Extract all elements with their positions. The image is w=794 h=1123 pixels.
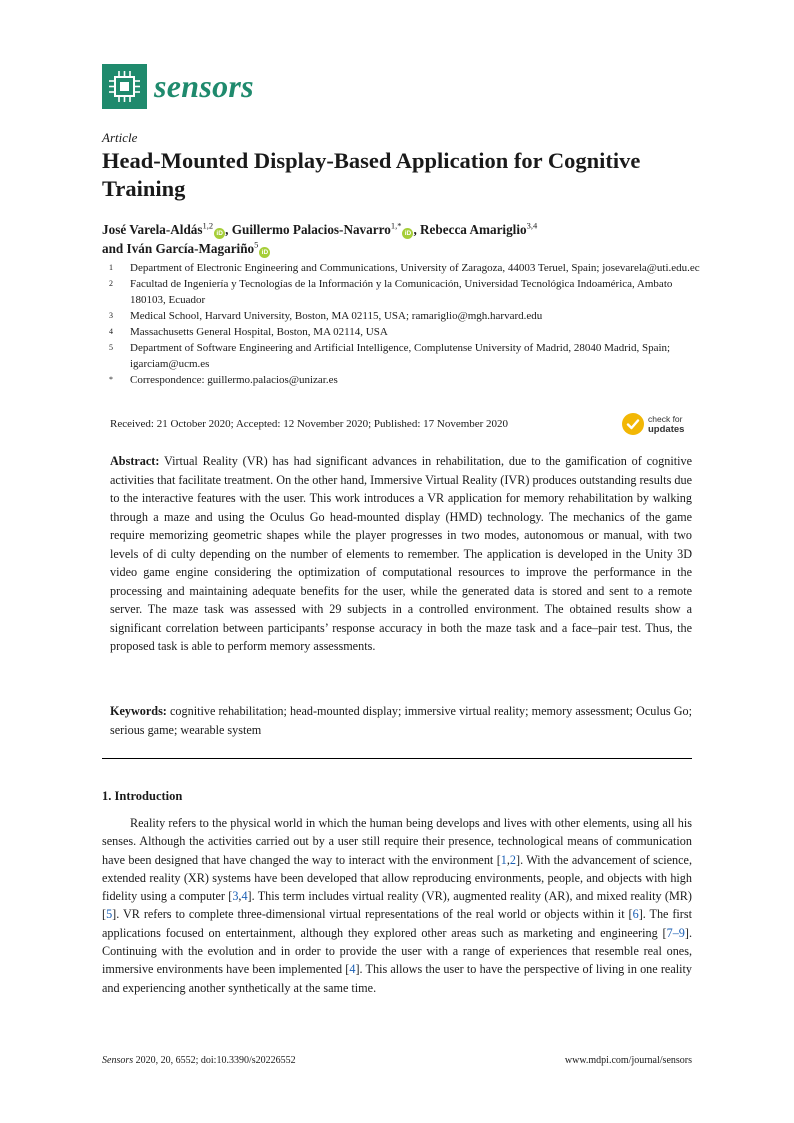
footer-url[interactable]: www.mdpi.com/journal/sensors (564, 1055, 692, 1066)
check-updates-line1: check for (648, 414, 683, 424)
citation-link[interactable]: 4 (241, 889, 248, 904)
affiliation-list (102, 260, 702, 388)
section-divider (102, 758, 692, 759)
orcid-icon[interactable]: iD (259, 247, 270, 258)
citation-link[interactable]: 9 (678, 925, 685, 940)
orcid-icon[interactable]: iD (214, 228, 225, 239)
correspondence-item (102, 372, 702, 388)
keywords-text: cognitive rehabilitation; head-mounted display; immersive virtual reality; memory assessment; Oculus Go; serious game; wearable system (110, 704, 692, 737)
citation-link[interactable]: 2 (509, 852, 517, 867)
keywords-label: Keywords: (110, 704, 167, 718)
citation-link[interactable]: 1 (500, 852, 507, 867)
author-affil-sup: 1,2 (202, 220, 214, 231)
affiliation-number: 1 (109, 263, 113, 272)
author-name: Guillermo Palacios-Navarro (231, 222, 391, 237)
affiliation-text: Massachusetts General Hospital, Boston, MA 02114, USA (130, 326, 388, 338)
affiliation-number: 5 (109, 343, 113, 352)
paragraph-text: ]. VR refers to complete three-dimensional virtual representations of the real world or objects within it [ (112, 907, 633, 922)
paper-title: Head-Mounted Display-Based Application for Cognitive Training (102, 148, 641, 201)
abstract-text: Virtual Reality (VR) has had significant advances in rehabilitation, due to the gamification of cognitive activities that facilitate treatment. On the other hand, Immersive Virtual Reality (IVR) produces outstanding results due to the interactive features with the user. This work introduces a VR application for memory rehabilitation by walking through a maze and using the Oculus Go head-mounted display (HMD) technology. The mechanics of the game require memorizing geometric shapes while the player progresses in two modes, autonomous or manual, with two levels of di culty depending on the number of elements to remember. The application is developed in the Unity 3D video game engine considering the optimization of computational resources to improve the performance in the processing and maintaining adequate benefits for the user, while the generated data is stored and sent to a remote server. The maze task was assessed with 29 subjects in a controlled environment. The obtained results show a significant correlation between participants’ response accuracy in both the maze task and a face–pair test. Thus, the proposed task is able to perform memory assessments. (110, 454, 693, 653)
citation-link[interactable]: 6 (632, 907, 639, 922)
journal-name: sensors (154, 68, 254, 104)
paragraph-text: ]. This term includes virtual reality (VR), augmented reality (AR), and mixed reality (MR) [ (102, 889, 692, 922)
affiliation-item (102, 340, 702, 372)
author-separator: , (225, 222, 232, 237)
abstract (110, 452, 692, 656)
introduction-paragraph (102, 814, 692, 997)
author-affil-sup: 5 (254, 239, 259, 250)
author-name: José Varela-Aldás (102, 222, 203, 237)
author-separator: , (413, 222, 421, 237)
affiliation-item (102, 276, 702, 308)
affiliation-number: * (109, 375, 113, 384)
affiliation-item (102, 324, 702, 340)
check-for-updates-badge[interactable] (622, 413, 692, 439)
citation-link[interactable]: 3 (232, 889, 239, 904)
paragraph-text: ]. With the advancement of science, extended reality (XR) systems have been developed that allow reproducing environments, people, and objects with high fidelity using a computer [ (102, 852, 692, 904)
journal-logo-icon (102, 64, 147, 109)
affiliation-text: Department of Electronic Engineering and Communications, University of Zaragoza, 44003 Teruel, Spain; josevarela@uti.edu.ec (130, 262, 700, 274)
affiliation-item (102, 308, 702, 324)
citation-link[interactable]: 4 (349, 962, 356, 977)
author-name: and Iván García-Magariño (102, 241, 255, 256)
author-affil-sup: 3,4 (526, 220, 538, 231)
author-list (102, 220, 702, 258)
footer-journal: Sensors (102, 1055, 134, 1066)
citation-link[interactable]: 5 (106, 907, 113, 922)
paragraph-text: ]. The first applications focused on entertainment, although they explored other areas such as marketing and engineering [ (102, 907, 692, 940)
affiliation-text: Facultad de Ingeniería y Tecnologías de la Información y la Comunicación, Universidad Tecnológica Indoamérica, Ambato 180103, Ecuador (130, 278, 673, 306)
publication-dates: Received: 21 October 2020; Accepted: 12 November 2020; Published: 17 November 2020 (110, 418, 509, 430)
citation-link[interactable]: 7 (666, 925, 673, 940)
check-updates-icon (622, 413, 644, 435)
affiliation-number: 3 (109, 311, 113, 320)
paragraph-text: ]. This allows the user to have the perspective of living in one reality and experiencing another synthetically at the same time. (102, 962, 692, 995)
article-type: Article (102, 130, 138, 145)
affiliation-number: 2 (109, 279, 113, 288)
abstract-label: Abstract: (110, 454, 160, 468)
orcid-icon[interactable]: iD (402, 228, 413, 239)
footer-doi: 2020, 20, 6552; doi:10.3390/s20226552 (133, 1055, 296, 1066)
footer-citation (102, 1055, 296, 1066)
check-updates-line2: updates (648, 424, 685, 435)
affiliation-item (102, 260, 702, 276)
author-name: Rebecca Amariglio (420, 222, 527, 237)
paragraph-text: ]. Continuing with the evolution and in order to provide the user with a range of experiences that resemble real ones, immersive environments have been implemented [ (102, 925, 692, 977)
affiliation-text: Medical School, Harvard University, Boston, MA 02115, USA; ramariglio@mgh.harvard.edu (130, 310, 543, 322)
paragraph-text: , (238, 889, 242, 904)
paragraph-text: , (506, 852, 510, 867)
affiliation-text: Department of Software Engineering and Artificial Intelligence, Complutense University of Madrid, 28040 Madrid, Spain; igarciam@ucm.es (130, 342, 671, 370)
keywords (110, 702, 692, 739)
author-affil-sup: 1,* (390, 220, 402, 231)
paragraph-text: Reality refers to the physical world in which the human being develops and lives with other elements, using all his senses. Although the activities carried out by a user still require their presence, technological means of communication have been designed that have changed the way to interact with the environment [ (102, 816, 692, 867)
check-updates-label (648, 414, 684, 435)
affiliation-number: 4 (109, 327, 113, 336)
correspondence-text: Correspondence: guillermo.palacios@unizar.es (130, 374, 338, 386)
citation-link[interactable]: – (672, 925, 679, 940)
section-heading: 1. Introduction (102, 789, 183, 803)
